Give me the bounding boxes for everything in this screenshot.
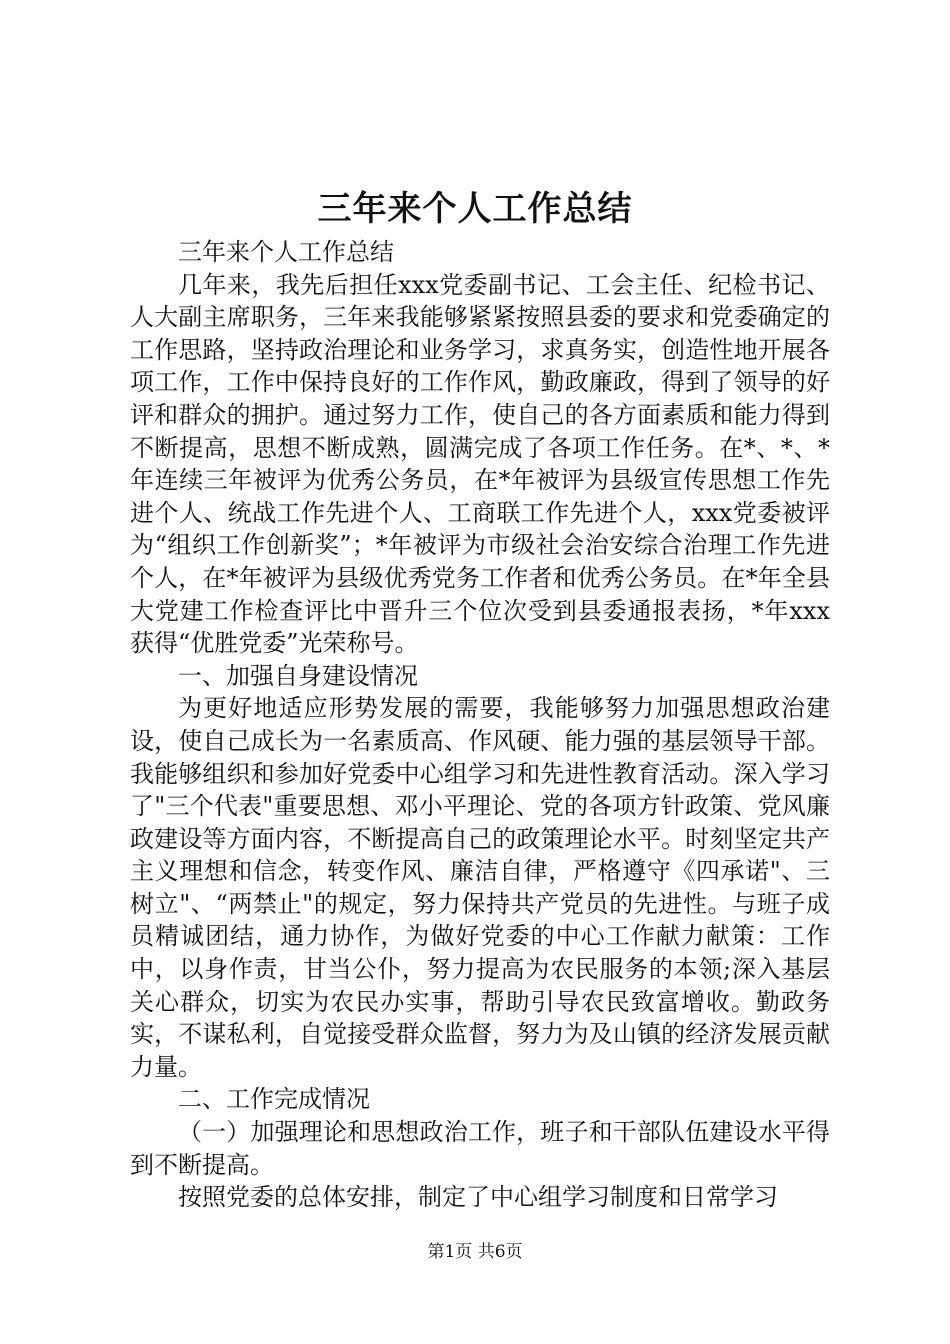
body-paragraph: 几年来，我先后担任xxx党委副书记、工会主任、纪检书记、人大副主席职务，三年来我能够紧紧按照县委的要求和党委确定的工作思路，坚持政治理论和业务学习，求真务实，创造性地开展各项工作，工作中保持良好的工作作风，勤政廉政，得到了领导的好评和群众的拥护。通过努力工作，使自己的各方面素质和能力得到不断提高，思想不断成熟，圆满完成了各项工作任务。在*、*、*年连续三年被评为优秀公务员，在*年被评为县级宣传思想工作先进个人、统战工作先进个人、工商联工作先进个人，xxx党委被评为“组织工作创新奖”；*年被评为市级社会治安综合治理工作先进个人，在*年被评为县级优秀党务工作者和优秀公务员。在*年全县大党建工作检查评比中晋升三个位次受到县委通报表扬，*年xxx获得“优胜党委”光荣称号。 bbox=[130, 270, 830, 658]
subsection-heading: （一）加强理论和思想政治工作，班子和干部队伍建设水平得到不断提高。 bbox=[130, 1118, 830, 1179]
document-body bbox=[130, 236, 830, 1214]
section-heading: 一、加强自身建设情况 bbox=[178, 661, 418, 690]
body-paragraph: 为更好地适应形势发展的需要，我能够努力加强思想政治建设，使自己成长为一名素质高、作风硬、能力强的基层领导干部。我能够组织和参加好党委中心组学习和先进性教育活动。深入学习了"三个代表"重要思想、邓小平理论、党的各项方针政策、党风廉政建设等方面内容，不断提高自己的政策理论水平。时刻坚定共产主义理想和信念，转变作风、廉洁自律，严格遵守《四承诺"、三树立"、“两禁止"的规定，努力保持共产党员的先进性。与班子成员精诚团结，通力协作，为做好党委的中心工作献力献策：工作中，以身作责，甘当公仆，努力提高为农民服务的本领;深入基层关心群众，切实为农民办实事，帮助引导农民致富增收。勤政务实，不谋私利，自觉接受群众监督，努力为及山镇的经济发展贡献力量。 bbox=[130, 694, 830, 1081]
section-heading: 二、工作完成情况 bbox=[178, 1085, 370, 1114]
body-paragraph: 三年来个人工作总结 bbox=[178, 238, 394, 266]
document-title: 三年来个人工作总结 bbox=[317, 189, 633, 229]
body-paragraph: 按照党委的总体安排，制定了中心组学习制度和日常学习 bbox=[178, 1183, 778, 1212]
page-number-footer: 第1页 共6页 bbox=[427, 1242, 523, 1262]
